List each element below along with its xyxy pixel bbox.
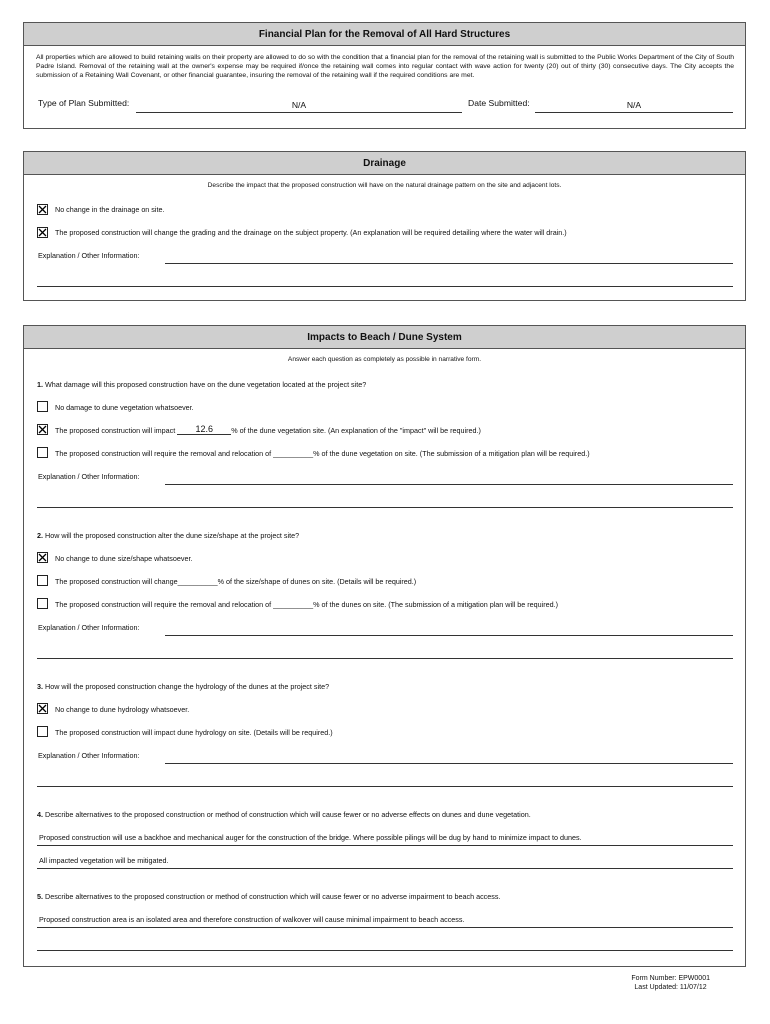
drainage-title: Drainage: [24, 152, 745, 175]
q1-impact-percent-input[interactable]: 12.6: [177, 425, 231, 435]
q3-impact-label: The proposed construction will impact dune hydrology on site. (Details will be required.): [55, 728, 333, 737]
q1-number: 1.: [37, 380, 43, 389]
q5-answer-line-1-text[interactable]: Proposed construction area is an isolated area and therefore construction of walkover will cause minimal impairment to beach access.: [39, 915, 465, 924]
last-updated: Last Updated: 11/07/12: [634, 984, 707, 991]
q2-change-checkbox[interactable]: [37, 575, 48, 586]
date-submitted-input[interactable]: N/A: [626, 100, 642, 110]
plan-type-input[interactable]: N/A: [291, 100, 307, 110]
drainage-no-change-checkbox[interactable]: [37, 204, 48, 215]
q1-question: What damage will this proposed construction have on the dune vegetation located at the project site?: [45, 380, 367, 389]
q1-removal-checkbox[interactable]: [37, 447, 48, 458]
q1-explanation-line-2[interactable]: [37, 507, 733, 508]
plan-type-line: [136, 112, 462, 113]
q2-question: How will the proposed construction alter the dune size/shape at the project site?: [45, 531, 300, 540]
plan-type-label: Type of Plan Submitted:: [38, 98, 130, 108]
q4-question: Describe alternatives to the proposed construction or method of construction which will cause fewer or no adverse effects on dunes and dune vegetation.: [45, 810, 531, 819]
q1-no-damage-label: No damage to dune vegetation whatsoever.: [55, 403, 194, 412]
q3-explanation-line-1[interactable]: [165, 763, 733, 764]
q2-removal-checkbox[interactable]: [37, 598, 48, 609]
q3-explanation-label: Explanation / Other Information:: [38, 751, 140, 760]
q4-number: 4.: [37, 810, 43, 819]
drainage-instruction: Describe the impact that the proposed construction will have on the natural drainage pattern on the site and adjacent lots.: [207, 182, 562, 189]
q1-explanation-label: Explanation / Other Information:: [38, 472, 140, 481]
q3-number: 3.: [37, 682, 43, 691]
q1-impact-label: [55, 426, 481, 436]
q2-explanation-line-1[interactable]: [165, 635, 733, 636]
q4-answer-line-2-text[interactable]: All impacted vegetation will be mitigated.: [39, 856, 169, 865]
q2-explanation-label: Explanation / Other Information:: [38, 623, 140, 632]
drainage-change-label: The proposed construction will change the grading and the drainage on the subject property. (An explanation will be required detailing where the water will drain.): [55, 228, 567, 237]
drainage-explanation-line-1[interactable]: [165, 263, 733, 264]
q4-answer-line-2: [37, 868, 733, 869]
q4-answer-line-1: [37, 845, 733, 846]
q2-number: 2.: [37, 531, 43, 540]
q4-text: [37, 810, 531, 819]
q3-no-change-label: No change to dune hydrology whatsoever.: [55, 705, 190, 714]
drainage-change-checkbox[interactable]: [37, 227, 48, 238]
q2-change-label: The proposed construction will change__________% of the size/shape of dunes on site. (Details will be required.): [55, 577, 417, 586]
q1-impact-text-b: % of the dune vegetation site. (An explanation of the "impact" will be required.): [231, 426, 481, 435]
q2-removal-label: The proposed construction will require the removal and relocation of __________% of the dunes on site. (The submission of a mitigation plan will be required.): [55, 600, 559, 609]
financial-plan-paragraph: All properties which are allowed to build retaining walls on their property are allowed to do so with the condition that a financial plan for the removal of the retaining wall is submitted to the Public Works Department of the City of South Padre Island. Removal of the retaining wall at the owner's expense may be required if/once the retaining wall comes into regular contact with wave action for twenty (20) out of thirty (30) consecutive days. The City accepts the submission of a Retaining Wall Covenant, or other financial guarantee, insuring the removal of the retaining wall if the required conditions are met.: [36, 54, 734, 79]
q1-impact-text-a: The proposed construction will impact: [55, 426, 178, 435]
q2-no-change-checkbox[interactable]: [37, 552, 48, 563]
date-submitted-line: [535, 112, 733, 113]
q1-explanation-line-1[interactable]: [165, 484, 733, 485]
q2-text: [37, 531, 299, 540]
q3-text: [37, 682, 329, 691]
q5-number: 5.: [37, 892, 43, 901]
q5-question: Describe alternatives to the proposed construction or method of construction which will cause fewer or no adverse impairment to beach access.: [45, 892, 501, 901]
q1-text: [37, 380, 366, 389]
q3-no-change-checkbox[interactable]: [37, 703, 48, 714]
impacts-instruction: Answer each question as completely as possible in narrative form.: [287, 356, 482, 363]
date-submitted-label: Date Submitted:: [468, 98, 530, 108]
q2-no-change-label: No change to dune size/shape whatsoever.: [55, 554, 193, 563]
q5-text: [37, 892, 500, 901]
q1-no-damage-checkbox[interactable]: [37, 401, 48, 412]
impacts-section: [23, 325, 746, 967]
drainage-explanation-label: Explanation / Other Information:: [38, 251, 140, 260]
form-number: Form Number: EPW0001: [631, 975, 710, 982]
q5-answer-line-1: [37, 927, 733, 928]
q3-impact-checkbox[interactable]: [37, 726, 48, 737]
form-footer: [631, 974, 710, 992]
q2-explanation-line-2[interactable]: [37, 658, 733, 659]
q4-answer-line-1-text[interactable]: Proposed construction will use a backhoe and mechanical auger for the construction of the bridge. Where possible pilings will be dug by hand to minimize impact to dunes.: [39, 833, 582, 842]
q1-removal-label: The proposed construction will require the removal and relocation of __________% of the dune vegetation on site. (The submission of a mitigation plan will be required.): [55, 449, 590, 458]
q1-impact-checkbox[interactable]: [37, 424, 48, 435]
financial-plan-title: Financial Plan for the Removal of All Hard Structures: [24, 23, 745, 46]
q3-question: How will the proposed construction change the hydrology of the dunes at the project site?: [45, 682, 330, 691]
q5-answer-line-2[interactable]: [37, 950, 733, 951]
drainage-section: [23, 151, 746, 301]
impacts-title: Impacts to Beach / Dune System: [24, 326, 745, 349]
q3-explanation-line-2[interactable]: [37, 786, 733, 787]
drainage-no-change-label: No change in the drainage on site.: [55, 205, 165, 214]
financial-plan-section: [23, 22, 746, 129]
drainage-explanation-line-2[interactable]: [37, 286, 733, 287]
